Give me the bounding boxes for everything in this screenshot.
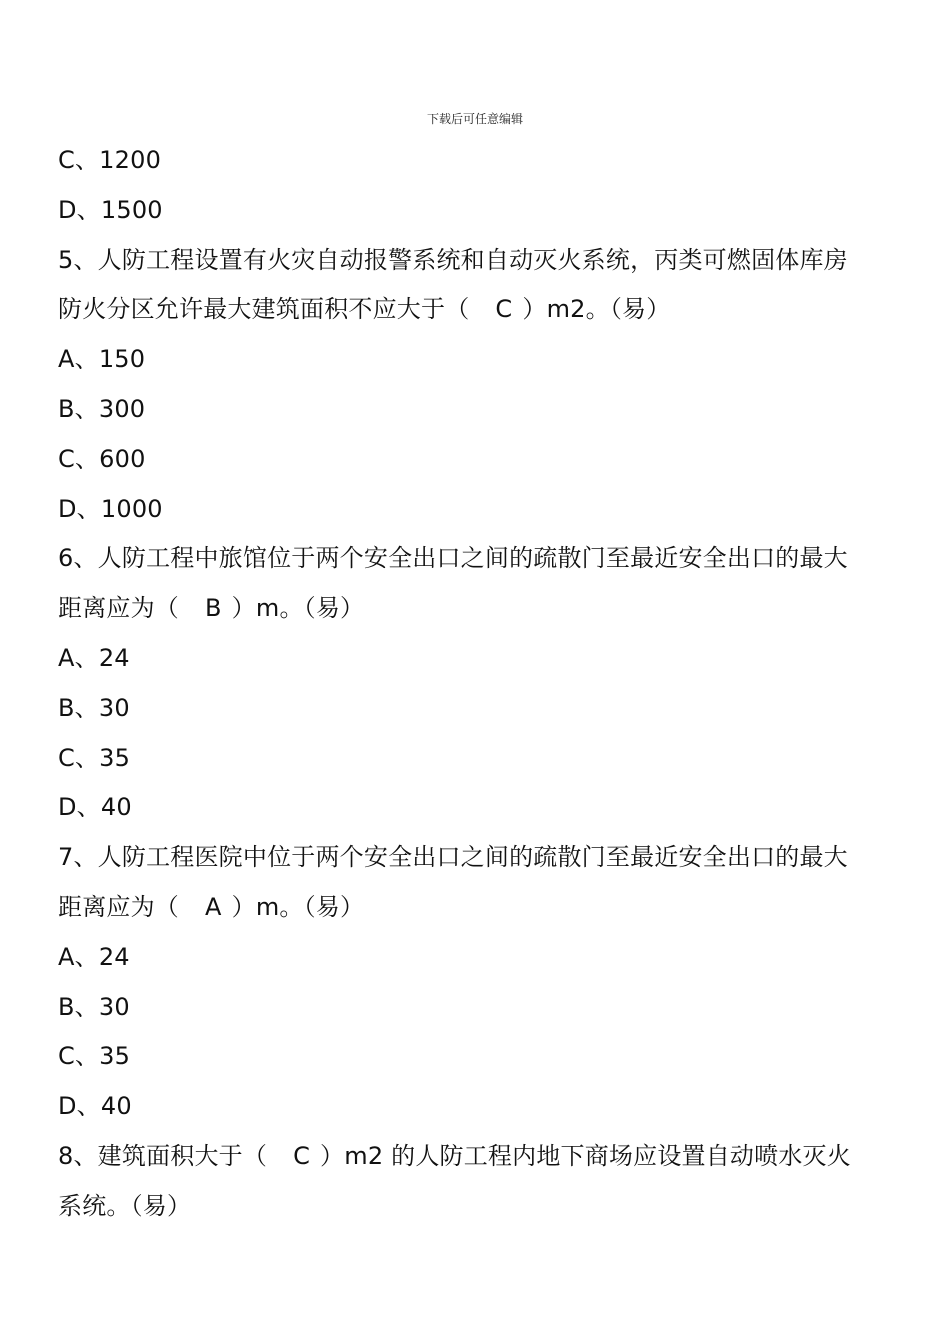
question-5-answer: C [495, 295, 513, 324]
question-8-line-2: 系统。（易） [58, 1191, 192, 1220]
question-5-stem: 防火分区允许最大建筑面积不应大于（ [58, 295, 470, 324]
question-6-stem: 距离应为（ [58, 594, 179, 623]
question-5-option-d: D、1000 [58, 494, 163, 523]
question-7-option-b: B、30 [58, 992, 130, 1021]
page-header: 下载后可任意编辑 [426, 112, 523, 126]
question-8-stem: 8、建筑面积大于（ [58, 1141, 268, 1170]
question-5-unit: ）m2。（易） [522, 295, 671, 324]
question-5-line-1: 5、人防工程设置有火灾自动报警系统和自动灭火系统，丙类可燃固体库房 [58, 245, 848, 274]
question-7-option-d: D、40 [58, 1092, 132, 1121]
question-8-line-1 [58, 1132, 898, 1182]
question-5-option-b: B、300 [58, 394, 146, 423]
question-8-answer: C [293, 1141, 311, 1170]
question-6-line-1: 6、人防工程中旅馆位于两个安全出口之间的疏散门至最近安全出口的最大 [58, 544, 848, 573]
question-5-option-c: C、600 [58, 444, 146, 473]
question-6-option-a: A、24 [58, 643, 130, 672]
question-6-option-b: B、30 [58, 693, 130, 722]
option-c-prev: C、1200 [58, 146, 162, 174]
question-7-unit: ）m。（易） [231, 892, 365, 921]
question-6-line-2 [58, 584, 898, 634]
question-5-option-a: A、150 [58, 345, 146, 374]
question-6-option-d: D、40 [58, 793, 132, 822]
question-7-option-a: A、24 [58, 942, 130, 971]
question-5-line-2 [58, 285, 898, 335]
question-6-answer: B [205, 594, 222, 623]
document-body [58, 136, 898, 1232]
question-7-stem: 距离应为（ [58, 892, 179, 921]
question-7-option-c: C、35 [58, 1042, 131, 1071]
question-6-option-c: C、35 [58, 743, 131, 772]
question-7-line-1: 7、人防工程医院中位于两个安全出口之间的疏散门至最近安全出口的最大 [58, 843, 848, 872]
question-7-answer: A [205, 892, 222, 921]
option-d-prev: D、1500 [58, 195, 163, 224]
question-8-stem-rest: ）m2 的人防工程内地下商场应设置自动喷水灭火 [320, 1141, 851, 1170]
question-6-unit: ）m。（易） [231, 594, 365, 623]
question-7-line-2 [58, 883, 898, 933]
